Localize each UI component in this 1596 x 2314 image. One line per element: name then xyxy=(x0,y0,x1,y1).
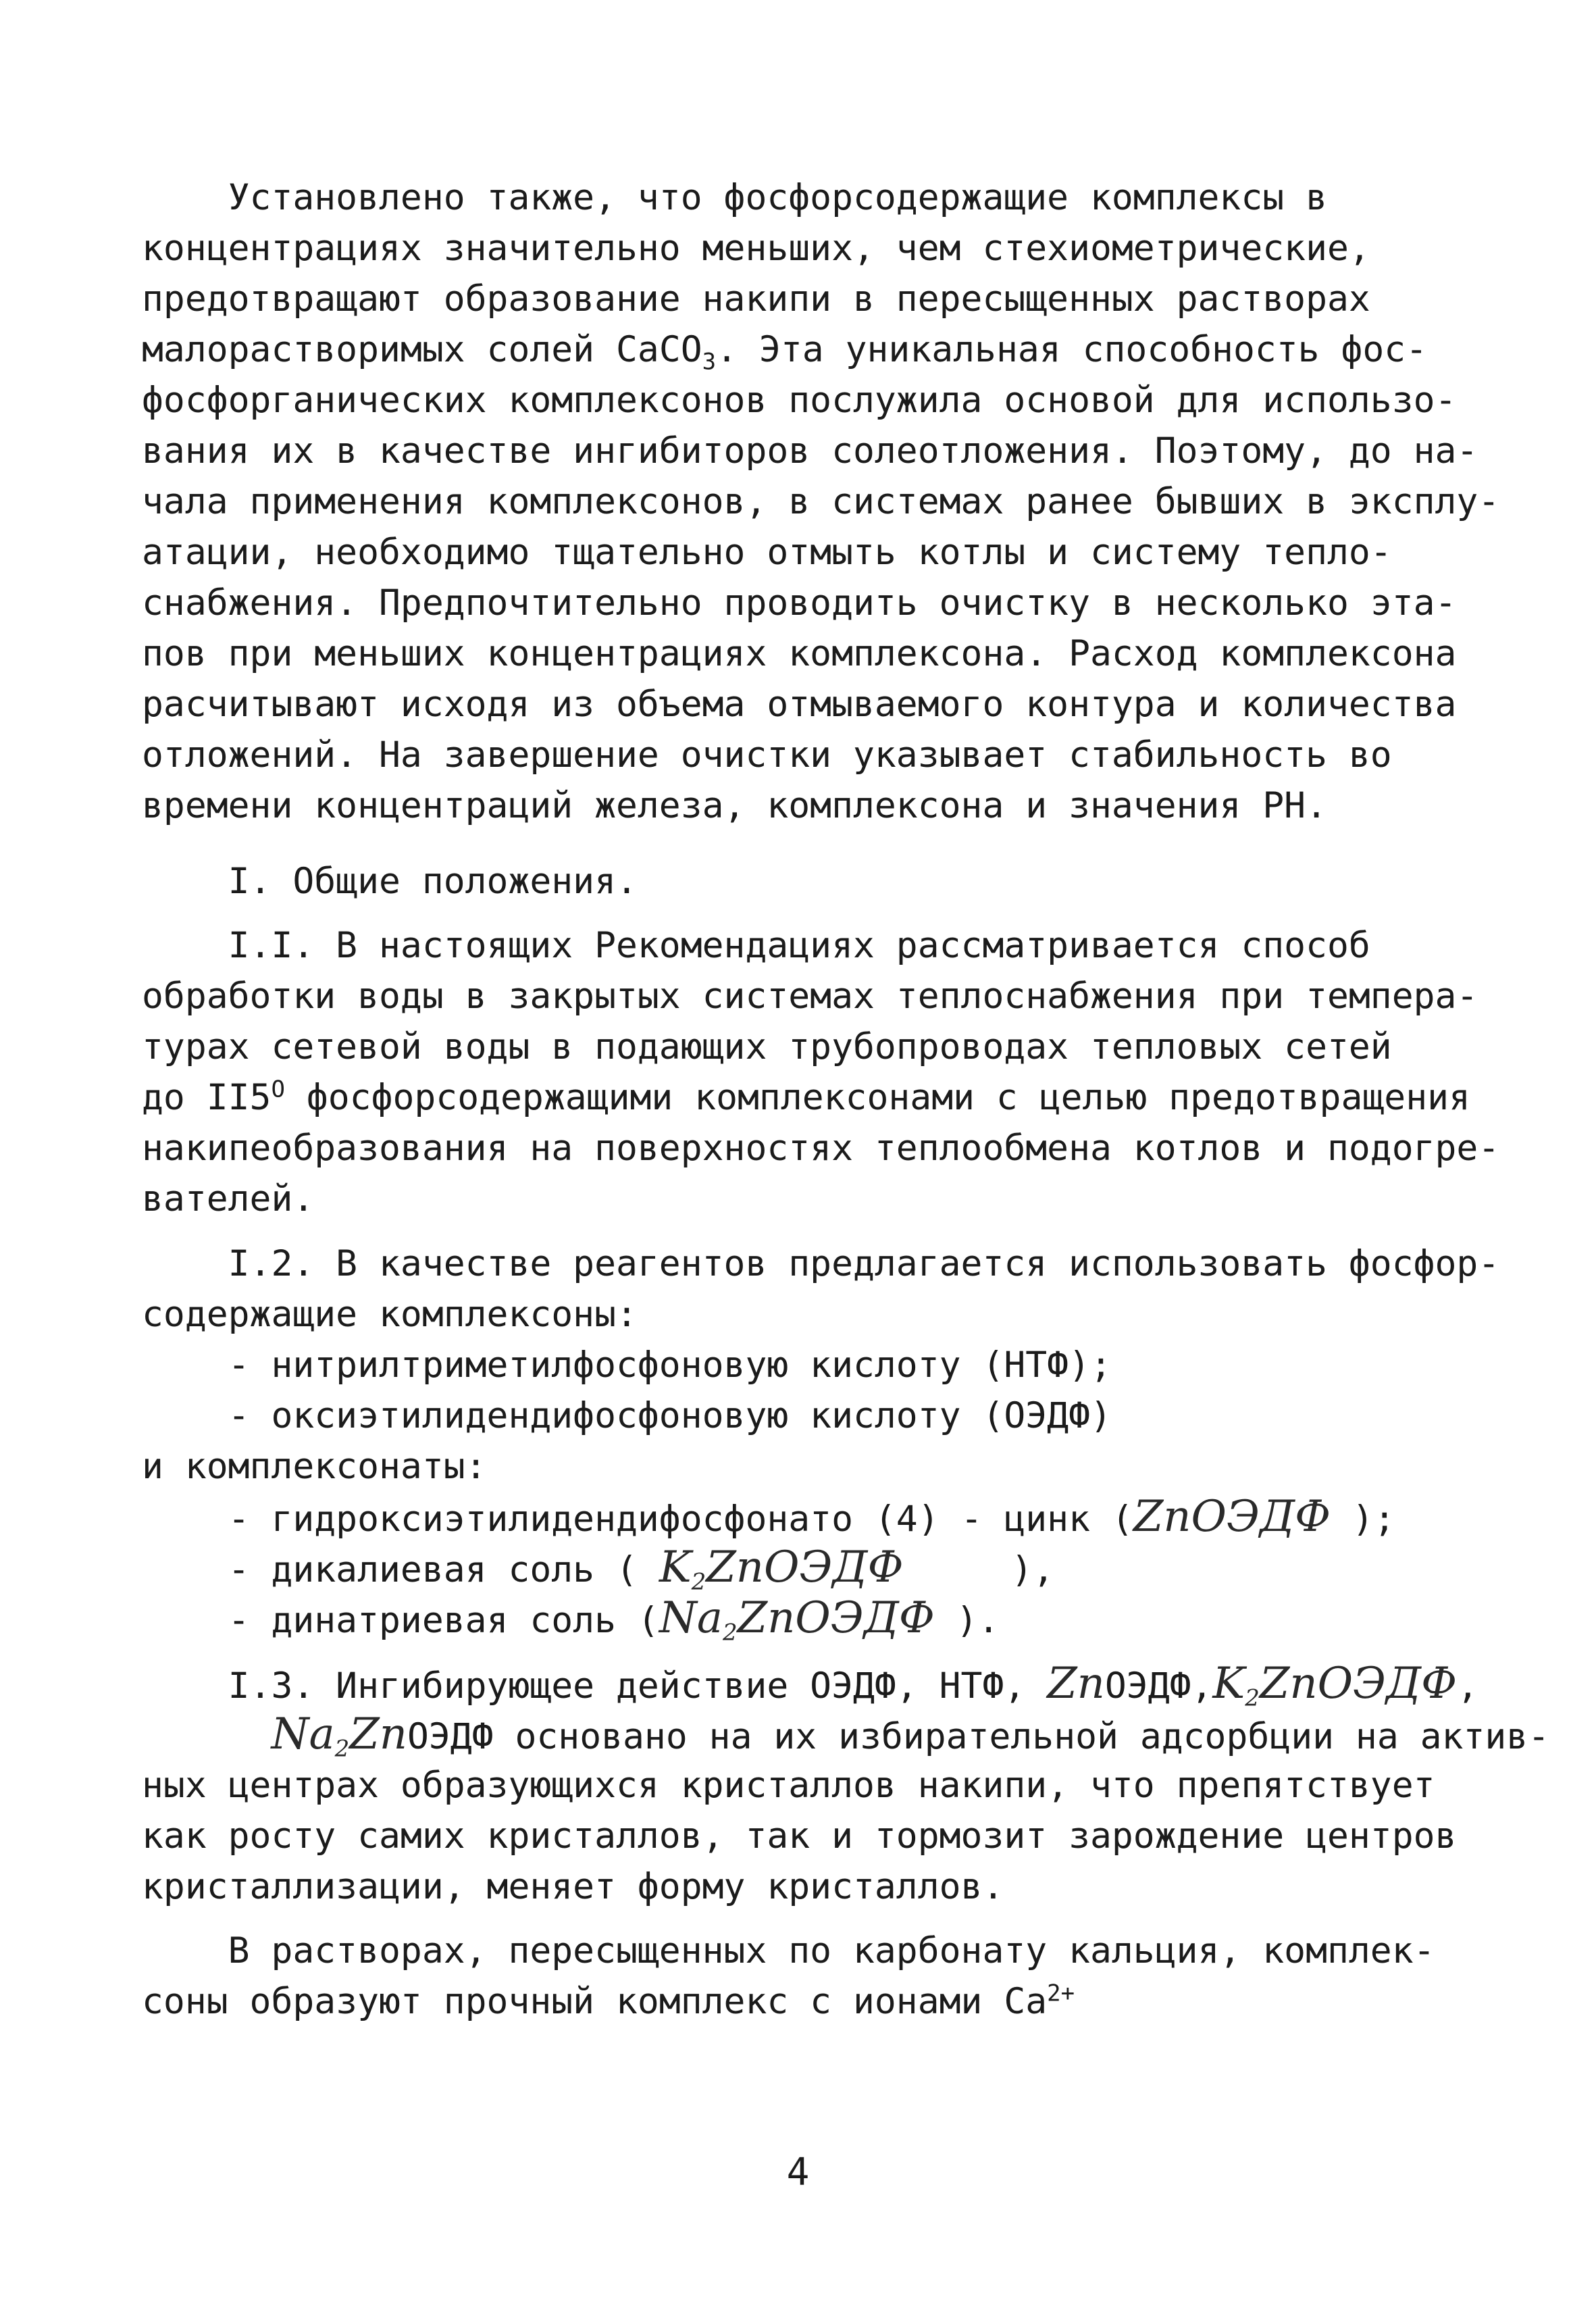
text-line: I.I. В настоящих Рекомендациях рассматривается способ xyxy=(142,925,1370,966)
text-segment: - динатриевая соль ( xyxy=(142,1600,659,1641)
heading-text: I. Общие положения. xyxy=(142,861,638,902)
text-segment: , xyxy=(1457,1665,1479,1707)
handwritten-formula: Zn xyxy=(349,1709,407,1759)
list-item xyxy=(142,1542,1483,1596)
handwritten-formula: ZnОЭДФ xyxy=(706,1542,904,1592)
text-line: фосфорганических комплексонов послужила основой для использо- xyxy=(142,380,1457,421)
handwritten-formula: Zn xyxy=(1047,1659,1105,1709)
text-line: концентрациях значительно меньших, чем стехиометрические, xyxy=(142,228,1370,269)
text-line: снабжения. Предпочтительно проводить очистку в несколько эта- xyxy=(142,582,1457,624)
handwritten-formula: ZnОЭДФ xyxy=(1259,1659,1458,1709)
text-line xyxy=(142,1709,1550,1763)
text-line: предотвращают образование накипи в пересыщенных растворах xyxy=(142,278,1370,320)
text-segment: малорастворимых солей xyxy=(142,329,595,370)
text-line: содержащие комплексоны: xyxy=(142,1294,638,1335)
text-line: Установлено также, что фосфорсодержащие комплексы в xyxy=(142,177,1327,218)
text-segment: фосфорсодержащими комплексонами с целью предотвращения xyxy=(284,1077,1470,1118)
list-item: - оксиэтилидендифосфоновую кислоту (ОЭДФ) xyxy=(142,1395,1112,1436)
paragraph-1-3 xyxy=(142,1659,1550,1912)
text-line: отложений. На завершение очистки указывает стабильность во xyxy=(142,734,1392,776)
section-heading xyxy=(142,856,1483,907)
subscript: 2 xyxy=(334,1735,350,1763)
handwritten-formula: K xyxy=(659,1542,692,1592)
handwritten-formula: K xyxy=(1212,1659,1245,1709)
text-segment: . Эта уникальная способность фос- xyxy=(716,329,1428,370)
text-segment: ). xyxy=(934,1600,1000,1641)
text-line: накипеобразования на поверхностях теплообмена котлов и подогре- xyxy=(142,1128,1500,1169)
list-item xyxy=(142,1593,1483,1644)
text-line: как росту самих кристаллов, так и тормозит зарождение центров xyxy=(142,1815,1457,1857)
text-line: вания их в качестве ингибиторов солеотложения. Поэтому, до на- xyxy=(142,430,1478,472)
text-segment: I.3. Ингибирующее действие ОЭДФ, НТФ, xyxy=(142,1665,1026,1707)
page-number: 4 xyxy=(786,2150,810,2194)
chemical-formula: CaCO xyxy=(616,329,702,370)
text-line xyxy=(142,1072,1483,1123)
text-segment: ); xyxy=(1331,1499,1395,1540)
text-segment: - дикалиевая соль ( xyxy=(142,1549,638,1590)
text-line xyxy=(142,324,1483,375)
handwritten-formula: ZnОЭДФ xyxy=(737,1593,935,1643)
text-segment: ОЭДФ, xyxy=(1104,1665,1213,1707)
text-line: I.2. В качестве реагентов предлагается использовать фосфор- xyxy=(142,1243,1500,1284)
list-item xyxy=(142,1492,1483,1542)
text-line: вателей. xyxy=(142,1178,315,1219)
subscript: 2 xyxy=(722,1619,738,1646)
text-segment: ), xyxy=(903,1549,1054,1590)
text-line: атации, необходимо тщательно отмыть котлы и систему тепло- xyxy=(142,532,1392,573)
text-segment: до II5 xyxy=(142,1077,272,1118)
list-item: - нитрилтриметилфосфоновую кислоту (НТФ); xyxy=(142,1344,1112,1386)
handwritten-formula: ZnОЭДФ xyxy=(1133,1492,1331,1542)
subscript: 2 xyxy=(691,1568,706,1596)
text-segment: ОЭДФ основано на их избирательной адсорбции на актив- xyxy=(407,1716,1550,1757)
intro-paragraph xyxy=(142,172,1500,831)
text-line: чала применения комплексонов, в системах ранее бывших в эксплу- xyxy=(142,481,1500,522)
text-line: В растворах, пересыщенных по карбонату кальция, комплек- xyxy=(142,1930,1435,1971)
text-line: времени концентраций железа, комплексона и значения PH. xyxy=(142,785,1327,826)
paragraph-1-2 xyxy=(142,1238,1500,1646)
text-line: ных центрах образующихся кристаллов накипи, что препятствует xyxy=(142,1765,1435,1806)
text-line xyxy=(142,1976,1483,2027)
handwritten-formula: Na xyxy=(271,1709,335,1759)
text-line: расчитывают исходя из объема отмываемого контура и количества xyxy=(142,684,1457,725)
superscript: О xyxy=(271,1076,285,1103)
text-line: пов при меньших концентрациях комплексона. Расход комплексона xyxy=(142,633,1457,674)
paragraph-1-1 xyxy=(142,920,1500,1224)
subscript: 2 xyxy=(1245,1684,1260,1712)
paragraph-1-4 xyxy=(142,1926,1483,2027)
text-line xyxy=(142,1659,1483,1712)
text-line: кристаллизации, меняет форму кристаллов. xyxy=(142,1866,1004,1907)
subscript: 3 xyxy=(702,348,717,376)
text-line: обработки воды в закрытых системах теплоснабжения при темпера- xyxy=(142,976,1478,1017)
text-segment: - гидроксиэтилидендифосфонато (4) - цинк ( xyxy=(142,1499,1133,1540)
superscript: 2+ xyxy=(1047,1980,1075,2007)
text-segment: соны образуют прочный комплекс с ионами Ca xyxy=(142,1981,1048,2022)
handwritten-formula: Na xyxy=(659,1593,723,1643)
text-line: и комплексонаты: xyxy=(142,1446,487,1487)
text-line: турах сетевой воды в подающих трубопроводах тепловых сетей xyxy=(142,1026,1392,1067)
